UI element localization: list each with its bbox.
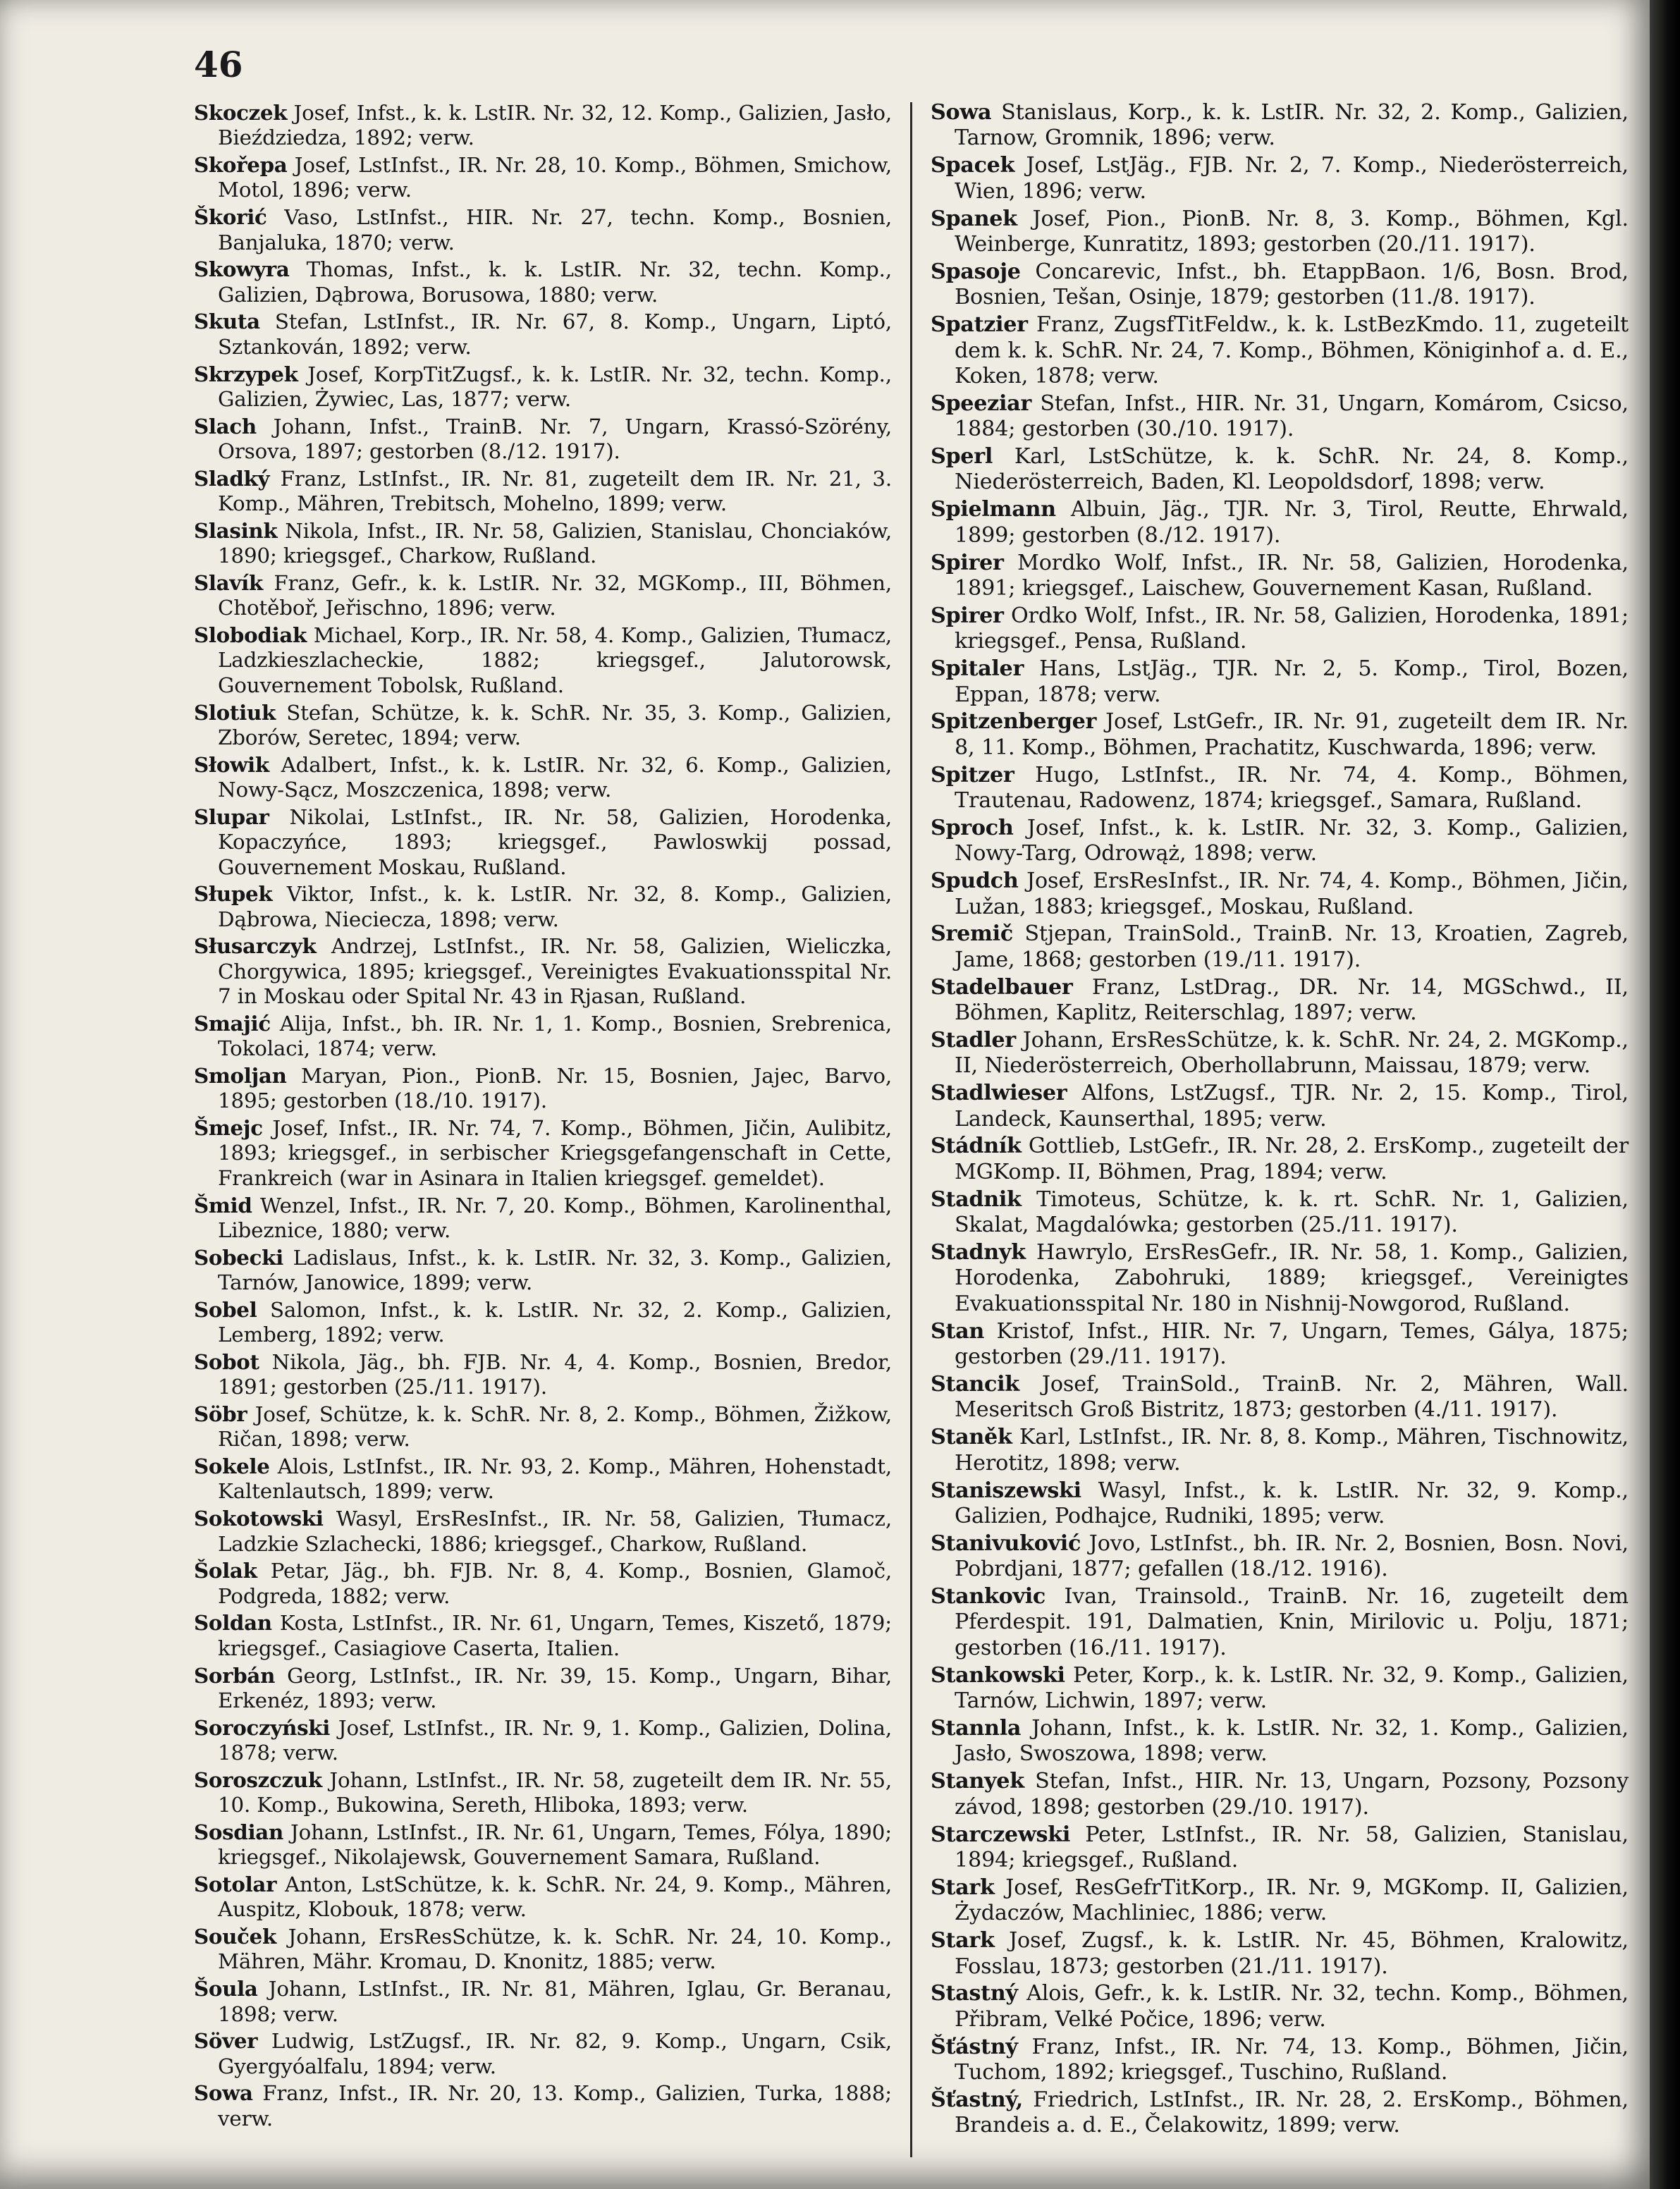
casualty-entry [194,804,892,880]
entry-details: Franz, Infst., IR. Nr. 20, 13. Komp., Galizien, Turka, 1888; verw. [218,2081,892,2130]
entry-surname: Skowyra [194,257,290,282]
entry-details: Ludwig, LstZugsf., IR. Nr. 82, 9. Komp., Ungarn, Csik, Gyergyóalfalu, 1894; verw. [218,2029,892,2078]
casualty-entry [931,816,1629,867]
casualty-entry [931,1425,1629,1476]
entry-details: Josef, KorpTitZugsf., k. k. LstIR. Nr. 32, techn. Komp., Galizien, Żywiec, Las, 1877; verw. [218,362,892,411]
entry-details: Andrzej, LstInfst., IR. Nr. 58, Galizien, Wieliczka, Chorgywica, 1895; kriegsgef., Vereinigtes Evakuationsspital Nr. 7 in Moskau oder Spital Nr. 43 in Rjasan, Rußland. [218,934,892,1009]
entry-surname: Sobot [194,1349,259,1374]
entry-surname: Stadelbauer [931,974,1073,1000]
entry-surname: Šťastný, [931,2087,1023,2112]
entry-details: Michael, Korp., IR. Nr. 58, 4. Komp., Galizien, Tłumacz, Ladzkieszlacheckie, 1882; kriegsgef., Jalutorowsk, Gouvernement Tobolsk, Rußland. [218,623,893,697]
entry-details: Josef, TrainSold., TrainB. Nr. 2, Mähren, Wall. Meseritsch Groß Bistritz, 1873; gestorben (4./11. 1917). [955,1371,1629,1423]
entry-surname: Spitzer [931,762,1014,787]
casualty-entry [931,603,1629,655]
right-column [931,100,1629,2140]
casualty-entry [931,2035,1629,2086]
casualty-entry [931,1928,1629,1980]
casualty-entry [194,257,892,307]
casualty-entry [194,362,892,412]
casualty-entry [194,2080,892,2131]
entry-surname: Stanivuković [931,1531,1081,1556]
entry-surname: Sokotowski [194,1506,324,1531]
entry-details: Wenzel, Infst., IR. Nr. 7, 20. Komp., Böhmen, Karolinenthal, Libeznice, 1880; verw. [218,1193,892,1242]
casualty-entry [931,391,1629,443]
entry-surname: Smoljan [194,1062,287,1088]
entry-details: Gottlieb, LstGefr., IR. Nr. 28, 2. ErsKomp., zugeteilt der MGKomp. II, Böhmen, Prag, 1894; verw. [955,1134,1629,1184]
entry-surname: Sproch [931,815,1014,840]
entry-details: Josef, LstJäg., FJB. Nr. 2, 7. Komp., Niederösterreich, Wien, 1896; verw. [955,153,1629,204]
entry-details: Viktor, Infst., k. k. LstIR. Nr. 32, 8. Komp., Galizien, Dąbrowa, Niecieczа, 1898; verw. [218,882,892,931]
entry-surname: Slotiuk [194,699,276,725]
casualty-entry [931,1028,1629,1079]
entry-surname: Söver [194,2028,258,2054]
casualty-entry [194,1924,892,1975]
entry-details: Stefan, Infst., HIR. Nr. 13, Ungarn, Pozsony, Pozsony závod, 1898; gestorben (29./10. 1917). [955,1769,1629,1820]
entry-surname: Šmid [194,1192,252,1218]
entry-details: Josef, Infst., k. k. LstIR. Nr. 32, 12. Komp., Galizien, Jasło, Bieździedza, 1892; verw. [218,101,892,150]
entry-surname: Starczewski [931,1822,1071,1847]
entry-surname: Słupek [194,881,273,907]
entry-details: Jovo, LstInfst., bh. IR. Nr. 2, Bosnien, Bosn. Novi, Pobrdjani, 1877; gefallen (18./12. 1916). [955,1531,1629,1582]
entry-surname: Slobodiak [194,623,307,648]
casualty-entry [194,1454,892,1504]
casualty-entry [931,1663,1629,1715]
entry-surname: Soroszczuk [194,1767,322,1792]
entry-details: Timoteus, Schütze, k. k. rt. SchR. Nr. 1, Galizien, Skalat, Magdalówka; gestorben (25./11. 1917). [955,1187,1629,1238]
entry-details: Stjepan, TrainSold., TrainB. Nr. 13, Kroatien, Zagreb, Jame, 1868; gestorben (19./11. 1917). [955,921,1629,972]
casualty-entry [931,153,1629,204]
entry-details: Nikolai, LstInfst., IR. Nr. 58, Galizien, Horodenka, Kopaczyńce, 1893; kriegsgef., Pawloswkij possad, Gouvernement Moskau, Rußland. [218,804,892,879]
entry-details: Josef, Zugsf., k. k. LstIR. Nr. 45, Böhmen, Kralowitz, Fosslau, 1873; gestorben (21./11. 1917). [955,1928,1629,1979]
entry-details: Georg, LstInfst., IR. Nr. 39, 15. Komp., Ungarn, Bihar, Erkenéz, 1893; verw. [218,1663,892,1712]
entry-details: Alois, LstInfst., IR. Nr. 93, 2. Komp., Mähren, Hohenstadt, Kaltenlautsch, 1899; verw. [218,1454,892,1504]
entry-surname: Sremič [931,921,1013,947]
entry-surname: Sperl [931,444,993,470]
casualty-entry [931,921,1629,973]
entry-details: Johann, LstInfst., IR. Nr. 58, zugeteilt dem IR. Nr. 55, 10. Komp., Bukowina, Sereth, Hliboka, 1893; verw. [218,1767,892,1817]
entry-details: Karl, LstInfst., IR. Nr. 8, 8. Komp., Mähren, Tischnowitz, Herotitz, 1898; verw. [955,1425,1629,1476]
entry-surname: Stankovic [931,1584,1046,1609]
entry-surname: Šolak [194,1558,257,1583]
entry-details: Johann, Infst., k. k. LstIR. Nr. 32, 1. Komp., Galizien, Jasło, Swoszowa, 1898; verw. [955,1716,1629,1767]
entry-surname: Stancik [931,1371,1019,1397]
entry-surname: Staněk [931,1425,1012,1450]
entry-surname: Stark [931,1875,995,1900]
page-number: 46 [194,44,243,85]
casualty-entry [194,1715,892,1766]
casualty-entry [194,752,892,803]
casualty-entry [931,975,1629,1026]
casualty-entry [194,1767,892,1818]
entry-surname: Sosdian [194,1819,283,1844]
entry-surname: Stadler [931,1027,1016,1053]
casualty-entry [194,1976,892,2027]
casualty-entry [931,100,1629,152]
casualty-entry [931,1981,1629,2032]
casualty-entry [931,709,1629,761]
casualty-entry [931,1769,1629,1820]
entry-details: Johann, ErsResSchütze, k. k. SchR. Nr. 24, 2. MGKomp., II, Niederösterreich, Oberhollabrunn, Maissau, 1879; verw. [955,1027,1629,1079]
entry-surname: Spudch [931,869,1019,894]
entry-details: Alija, Infst., bh. IR. Nr. 1, 1. Komp., Bosnien, Srebrenica, Tokolaci, 1874; verw. [218,1011,892,1061]
entry-details: Josef, LstGefr., IR. Nr. 91, zugeteilt dem IR. Nr. 8, 11. Komp., Böhmen, Prachatitz, Kuschwarda, 1896; verw. [955,709,1629,760]
entry-surname: Söbr [194,1401,247,1426]
casualty-entry [194,881,892,932]
casualty-entry [194,414,892,465]
entry-details: Hans, LstJäg., TJR. Nr. 2, 5. Komp., Tirol, Bozen, Eppan, 1878; verw. [955,656,1629,707]
entry-surname: Stadnik [931,1187,1022,1212]
entry-details: Peter, LstInfst., IR. Nr. 58, Galizien, Stanislau, 1894; kriegsgef., Rußland. [955,1822,1629,1872]
entry-surname: Soroczyński [194,1715,331,1740]
entry-surname: Sorbán [194,1662,276,1688]
entry-surname: Stadnyk [931,1240,1026,1265]
entry-surname: Spirer [931,550,1004,575]
entry-details: Alois, Gefr., k. k. LstIR. Nr. 32, techn. Komp., Böhmen, Přibram, Velké Počice, 1896; verw. [955,1981,1629,2032]
entry-surname: Škorić [194,204,267,230]
entry-details: Thomas, Infst., k. k. LstIR. Nr. 32, techn. Komp., Galizien, Dąbrowa, Borusowa, 1880; verw. [218,257,892,307]
entry-surname: Słusarczyk [194,933,317,959]
entry-surname: Sobel [194,1296,257,1322]
entry-details: Stanislaus, Korp., k. k. LstIR. Nr. 32, 2. Komp., Galizien, Tarnow, Gromnik, 1896; verw. [955,100,1629,151]
entry-details: Karl, LstSchütze, k. k. SchR. Nr. 24, 8. Komp., Niederösterreich, Baden, Kl. Leopoldsdorf, 1898; verw. [955,444,1629,495]
entry-details: Josef, Schütze, k. k. SchR. Nr. 8, 2. Komp., Böhmen, Žižkow, Ričan, 1898; verw. [218,1402,892,1452]
entry-surname: Spielmann [931,497,1056,522]
entry-details: Johann, Infst., TrainB. Nr. 7, Ungarn, Krassó-Szörény, Orsova, 1897; gestorben (8./12. 1917). [218,414,892,464]
entry-details: Adalbert, Infst., k. k. LstIR. Nr. 32, 6. Komp., Galizien, Nowy-Sącz, Moszczenica, 1898; verw. [218,752,892,802]
casualty-entry [931,497,1629,548]
entry-surname: Speeziar [931,391,1031,416]
casualty-entry [931,1372,1629,1423]
casualty-entry [194,1610,892,1661]
entry-surname: Słowik [194,752,269,777]
casualty-entry [931,1584,1629,1661]
left-column [194,100,892,2133]
casualty-entry [931,312,1629,389]
entry-surname: Stádník [931,1134,1022,1159]
entry-surname: Slach [194,413,257,439]
entry-surname: Šoula [194,1976,258,2001]
entry-details: Franz, ZugsfTitFeldw., k. k. LstBezKmdo. 11, zugeteilt dem k. k. SchR. Nr. 24, 7. Komp., Böhmen, Königinhof a. d. E., Koken, 1878; verw. [955,312,1629,388]
casualty-entry [194,2028,892,2079]
entry-details: Alfons, LstZugsf., TJR. Nr. 2, 15. Komp., Tirol, Landeck, Kaunserthal, 1895; verw. [955,1081,1629,1132]
entry-details: Josef, LstInfst., IR. Nr. 28, 10. Komp., Böhmen, Smichow, Motol, 1896; verw. [218,153,892,202]
entry-surname: Šťástný [931,2034,1018,2059]
casualty-entry [194,1297,892,1348]
casualty-entry [931,2087,1629,2139]
entry-details: Ladislaus, Infst., k. k. LstIR. Nr. 32, 3. Komp., Galizien, Tarnów, Janowice, 1899; verw. [218,1245,892,1294]
casualty-entry [931,1478,1629,1530]
entry-surname: Sotolar [194,1871,277,1896]
entry-details: Ivan, Trainsold., TrainB. Nr. 16, zugeteilt dem Pferdespit. 191, Dalmatien, Knin, Mirilovic u. Polju, 1871; gestorben (16./11. 1917). [955,1584,1629,1660]
casualty-entry [931,1531,1629,1583]
entry-surname: Sowa [194,2080,253,2106]
casualty-entry [194,309,892,360]
entry-surname: Skoczek [194,100,288,125]
entry-details: Nikola, Infst., IR. Nr. 58, Galizien, Stanislau, Chonciaków, 1890; kriegsgef., Charkow, Rußland. [218,518,893,568]
entry-details: Franz, Infst., IR. Nr. 74, 13. Komp., Böhmen, Jičin, Tuchom, 1892; kriegsgef., Tuschino, Rußland. [955,2034,1629,2085]
casualty-entry [194,466,892,517]
entry-surname: Staniszewski [931,1478,1081,1503]
entry-details: Josef, ResGefrTitKorp., IR. Nr. 9, MGKomp. II, Galizien, Żydaczów, Machliniec, 1886; verw. [955,1875,1629,1926]
casualty-entry [194,570,892,621]
entry-details: Josef, LstInfst., IR. Nr. 9, 1. Komp., Galizien, Dolina, 1878; verw. [218,1715,892,1765]
entry-surname: Smajić [194,1010,271,1036]
entry-surname: Spitzenberger [931,709,1097,735]
entry-surname: Soldan [194,1610,272,1636]
entry-details: Stefan, Schütze, k. k. SchR. Nr. 35, 3. Komp., Galizien, Zborów, Seretec, 1894; verw. [218,700,892,749]
entry-details: Albuin, Jäg., TJR. Nr. 3, Tirol, Reutte, Ehrwald, 1899; gestorben (8./12. 1917). [955,497,1629,548]
entry-details: Vaso, LstInfst., HIR. Nr. 27, techn. Komp., Bosnien, Banjaluka, 1870; verw. [218,205,892,255]
entry-details: Stefan, Infst., HIR. Nr. 31, Ungarn, Komárom, Csicso, 1884; gestorben (30./10. 1917). [955,391,1629,442]
casualty-entry [194,1245,892,1296]
page-edge-shadow [1650,0,1680,2189]
casualty-entry [194,1663,892,1714]
entry-details: Franz, LstDrag., DR. Nr. 14, MGSchwd., II, Böhmen, Kaplitz, Reiterschlag, 1897; verw. [955,974,1629,1026]
casualty-entry [194,1558,892,1609]
entry-surname: Šmejc [194,1115,263,1141]
entry-details: Franz, Gefr., k. k. LstIR. Nr. 32, MGKomp., III, Böhmen, Chotěboř, Jeřischno, 1896; verw. [218,570,893,620]
entry-details: Ordko Wolf, Infst., IR. Nr. 58, Galizien, Horodenka, 1891; kriegsgef., Pensa, Rußland. [955,603,1629,654]
casualty-entry [931,259,1629,311]
entry-details: Kosta, LstInfst., IR. Nr. 61, Ungarn, Temes, Kiszető, 1879; kriegsgef., Casiagiove Caserta, Italien. [218,1611,892,1660]
entry-surname: Stark [931,1928,995,1954]
casualty-entry [931,1240,1629,1317]
casualty-entry [194,100,892,151]
entry-surname: Stankowski [931,1662,1065,1688]
entry-details: Friedrich, LstInfst., IR. Nr. 28, 2. ErsKomp., Böhmen, Brandeis a. d. E., Čelakowitz, 1899; verw. [955,2087,1629,2138]
entry-details: Josef, Pion., PionB. Nr. 8, 3. Komp., Böhmen, Kgl. Weinberge, Kunratitz, 1893; gestorben (20./11. 1917). [955,206,1629,257]
entry-surname: Stastný [931,1981,1018,2006]
entry-surname: Skuta [194,309,260,334]
entry-surname: Stadlwieser [931,1081,1067,1106]
entry-details: Hugo, LstInfst., IR. Nr. 74, 4. Komp., Böhmen, Trautenau, Radowenz, 1874; kriegsgef., Samara, Rußland. [955,762,1629,814]
entry-details: Stefan, LstInfst., IR. Nr. 67, 8. Komp., Ungarn, Liptó, Sztankován, 1892; verw. [218,309,892,359]
casualty-entry [194,1011,892,1062]
casualty-entry [194,1193,892,1244]
casualty-entry [194,933,892,1009]
casualty-entry [194,1506,892,1557]
entry-details: Kristof, Infst., HIR. Nr. 7, Ungarn, Temes, Gálya, 1875; gestorben (29./11. 1917). [955,1318,1629,1370]
entry-surname: Spatzier [931,312,1028,338]
casualty-entry [931,763,1629,814]
casualty-entry [931,869,1629,920]
entry-details: Maryan, Pion., PionB. Nr. 15, Bosnien, Jajec, Barvo, 1895; gestorben (18./10. 1917). [218,1063,892,1113]
entry-surname: Skrzypek [194,361,298,386]
casualty-entry [194,1115,892,1191]
entry-surname: Spitaler [931,656,1024,682]
entry-details: Hawrylo, ErsResGefr., IR. Nr. 58, 1. Komp., Galizien, Horodenka, Zabohruki, 1889; kriegsgef., Vereinigtes Evakuationsspital Nr. 180 in Nishnij-Nowgorod, Rußland. [955,1240,1629,1316]
casualty-entry [194,518,892,569]
entry-surname: Stan [931,1318,985,1344]
casualty-entry [931,1081,1629,1132]
entry-details: Petar, Jäg., bh. FJB. Nr. 8, 4. Komp., Bosnien, Glamoč, Podgreda, 1882; verw. [218,1559,892,1608]
entry-surname: Skořepa [194,152,288,178]
casualty-entry [931,444,1629,496]
entry-surname: Slavík [194,570,263,595]
entry-surname: Slasink [194,517,278,543]
entry-surname: Stannla [931,1716,1022,1741]
entry-surname: Sokele [194,1454,270,1479]
entry-surname: Spirer [931,603,1004,628]
entry-surname: Stanyek [931,1769,1024,1794]
entry-details: Mordko Wolf, Infst., IR. Nr. 58, Galizien, Horodenka, 1891; kriegsgef., Laischew, Gouvernement Kasan, Rußland. [955,550,1629,601]
casualty-entry [931,1875,1629,1927]
casualty-entry [194,700,892,751]
entry-details: Peter, Korp., k. k. LstIR. Nr. 32, 9. Komp., Galizien, Tarnów, Lichwin, 1897; verw. [955,1662,1629,1714]
entry-surname: Sowa [931,100,992,125]
casualty-entry [194,1402,892,1452]
casualty-entry [194,1063,892,1114]
entry-details: Franz, LstInfst., IR. Nr. 81, zugeteilt dem IR. Nr. 21, 3. Komp., Mähren, Trebitsch, Mohelno, 1899; verw. [218,466,892,516]
casualty-entry [194,1349,892,1400]
entry-surname: Slupar [194,804,269,829]
casualty-entry [931,1716,1629,1767]
casualty-entry [931,1187,1629,1239]
entry-details: Salomon, Infst., k. k. LstIR. Nr. 32, 2. Komp., Galizien, Lemberg, 1892; verw. [218,1297,892,1347]
casualty-entry [931,207,1629,258]
entry-surname: Souček [194,1924,276,1949]
casualty-entry [931,1319,1629,1371]
entry-details: Johann, ErsResSchütze, k. k. SchR. Nr. 24, 10. Komp., Mähren, Mähr. Kromau, D. Knonitz, 1885; verw. [218,1925,892,1974]
casualty-entry [194,623,892,698]
casualty-entry [931,1134,1629,1185]
entry-details: Josef, ErsResInfst., IR. Nr. 74, 4. Komp., Böhmen, Jičin, Lužan, 1883; kriegsgef., Moskau, Rußland. [955,869,1629,919]
entry-details: Wasyl, Infst., k. k. LstIR. Nr. 32, 9. Komp., Galizien, Podhajce, Rudniki, 1895; verw. [955,1478,1629,1528]
casualty-entry [194,152,892,203]
entry-details: Wasyl, ErsResInfst., IR. Nr. 58, Galizien, Tłumacz, Ladzkie Szlachecki, 1886; kriegsgef., Charkow, Rußland. [218,1507,892,1556]
entry-surname: Spanek [931,206,1017,231]
casualty-entry [931,551,1629,602]
casualty-entry [194,1872,892,1923]
casualty-entry [931,656,1629,708]
entry-surname: Spasoje [931,259,1021,284]
entry-details: Anton, LstSchütze, k. k. SchR. Nr. 24, 9. Komp., Mähren, Auspitz, Klobouk, 1878; verw. [218,1872,892,1922]
entry-details: Josef, Infst., k. k. LstIR. Nr. 32, 3. Komp., Galizien, Nowy-Targ, Odrowąż, 1898; verw. [955,815,1629,866]
entry-details: Josef, Infst., IR. Nr. 74, 7. Komp., Böhmen, Jičin, Aulibitz, 1893; kriegsgef., in serbischer Kriegsgefangenschaft in Cette, Frankreich (war in Asinara in Italien kriegsgef. gemeldet). [218,1116,893,1190]
entry-details: Johann, LstInfst., IR. Nr. 61, Ungarn, Temes, Fólya, 1890; kriegsgef., Nikolajewsk, Gouvernement Samara, Rußland. [218,1820,892,1870]
entry-surname: Spacek [931,153,1015,178]
entry-details: Johann, LstInfst., IR. Nr. 81, Mähren, Iglau, Gr. Beranau, 1898; verw. [218,1977,893,2026]
column-divider [910,102,912,2157]
casualty-entry [931,1822,1629,1874]
entry-surname: Sladký [194,465,270,491]
entry-surname: Sobecki [194,1244,283,1270]
entry-details: Concarevic, Infst., bh. EtappBaon. 1/6, Bosn. Brod, Bosnien, Tešan, Osinje, 1879; gestorben (11./8. 1917). [955,259,1629,310]
entry-details: Nikola, Jäg., bh. FJB. Nr. 4, 4. Komp., Bosnien, Bredor, 1891; gestorben (25./11. 1917). [218,1349,892,1399]
casualty-entry [194,1820,892,1870]
casualty-entry [194,204,892,255]
